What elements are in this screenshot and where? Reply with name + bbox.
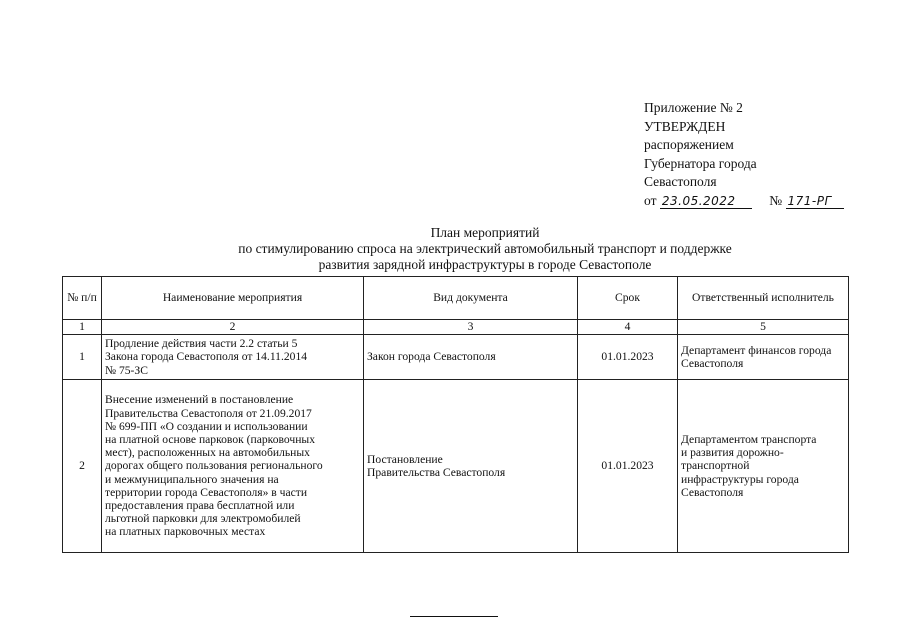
approval-date-line — [644, 192, 844, 211]
text-line: предоставления права бесплатной или — [105, 499, 295, 512]
bottom-separator-line — [410, 616, 498, 617]
title-line-3: развития зарядной инфраструктуры в городе Севастополе — [318, 257, 652, 272]
text-line: Севастополя — [681, 485, 744, 499]
text-line: Севастополя — [681, 357, 744, 370]
header-number: № п/п — [63, 277, 102, 320]
text-line: Правительства Севастополя — [367, 466, 506, 479]
row-number: 2 — [63, 380, 102, 553]
header-term: Срок — [578, 277, 678, 320]
text-line: и развития дорожно- — [681, 446, 784, 460]
header-executor: Ответственный исполнитель — [678, 277, 849, 320]
column-number: 5 — [678, 320, 849, 335]
approval-block — [644, 99, 844, 211]
text-line: дорогах общего пользования регионального — [105, 459, 323, 473]
number-prefix: № — [769, 192, 783, 208]
text-line: и межмуниципального значения на — [105, 472, 279, 486]
text-line: № 75-ЗС — [105, 363, 148, 377]
measures-table — [62, 276, 849, 553]
text-line: № 699-ПП «О создании и использовании — [105, 419, 308, 433]
text-line: транспортной — [681, 459, 750, 473]
term: 01.01.2023 — [578, 335, 678, 380]
date-prefix: от — [644, 192, 657, 208]
column-number: 3 — [364, 320, 578, 335]
text-line: Закона города Севастополя от 14.11.2014 — [105, 350, 308, 364]
text-line: инфраструктуры города — [681, 472, 799, 486]
approved-label: УТВЕРЖДЕН — [644, 118, 726, 134]
title-line-2: по стимулированию спроса на электрический автомобильный транспорт и поддержке — [238, 241, 732, 256]
handwritten-number: 171-РГ — [786, 195, 844, 209]
executor — [678, 380, 849, 553]
measure-name — [102, 335, 364, 380]
document-type — [364, 380, 578, 553]
column-number: 4 — [578, 320, 678, 335]
header-document: Вид документа — [364, 277, 578, 320]
text-line: Правительства Севастополя от 21.09.2017 — [105, 406, 312, 420]
text-line: на платных парковочных местах — [105, 525, 266, 539]
row-number: 1 — [63, 335, 102, 380]
measure-name — [102, 380, 364, 553]
term: 01.01.2023 — [578, 380, 678, 553]
text-line: Закон города Севастополя — [367, 350, 496, 364]
table-row — [63, 335, 849, 380]
document-type — [364, 335, 578, 380]
document-title — [150, 225, 820, 273]
text-line: Постановление — [367, 452, 443, 466]
column-number: 2 — [102, 320, 364, 335]
approval-line-3: распоряжением — [644, 137, 734, 153]
table-row — [63, 380, 849, 553]
text-line: Внесение изменений в постановление — [105, 393, 294, 407]
text-line: территории города Севастополя» в части — [105, 485, 308, 499]
text-line: Департаментом транспорта — [681, 432, 817, 446]
executor — [678, 335, 849, 380]
table-header-row — [63, 277, 849, 320]
annex-label: Приложение № 2 — [644, 100, 743, 115]
approval-line-4: Губернатора города — [644, 155, 757, 171]
column-number: 1 — [63, 320, 102, 335]
handwritten-date: 23.05.2022 — [660, 195, 752, 209]
text-line: Департамент финансов города — [681, 343, 832, 357]
column-number-row — [63, 320, 849, 335]
header-name: Наименование мероприятия — [102, 277, 364, 320]
text-line: льготной парковки для электромобилей — [105, 512, 301, 526]
title-line-1: План мероприятий — [430, 225, 540, 240]
text-line: мест), расположенных на автомобильных — [105, 446, 310, 460]
text-line: Продление действия части 2.2 статьи 5 — [105, 337, 298, 351]
text-line: на платной основе парковок (парковочных — [105, 432, 316, 446]
approval-line-5: Севастополя — [644, 174, 717, 190]
